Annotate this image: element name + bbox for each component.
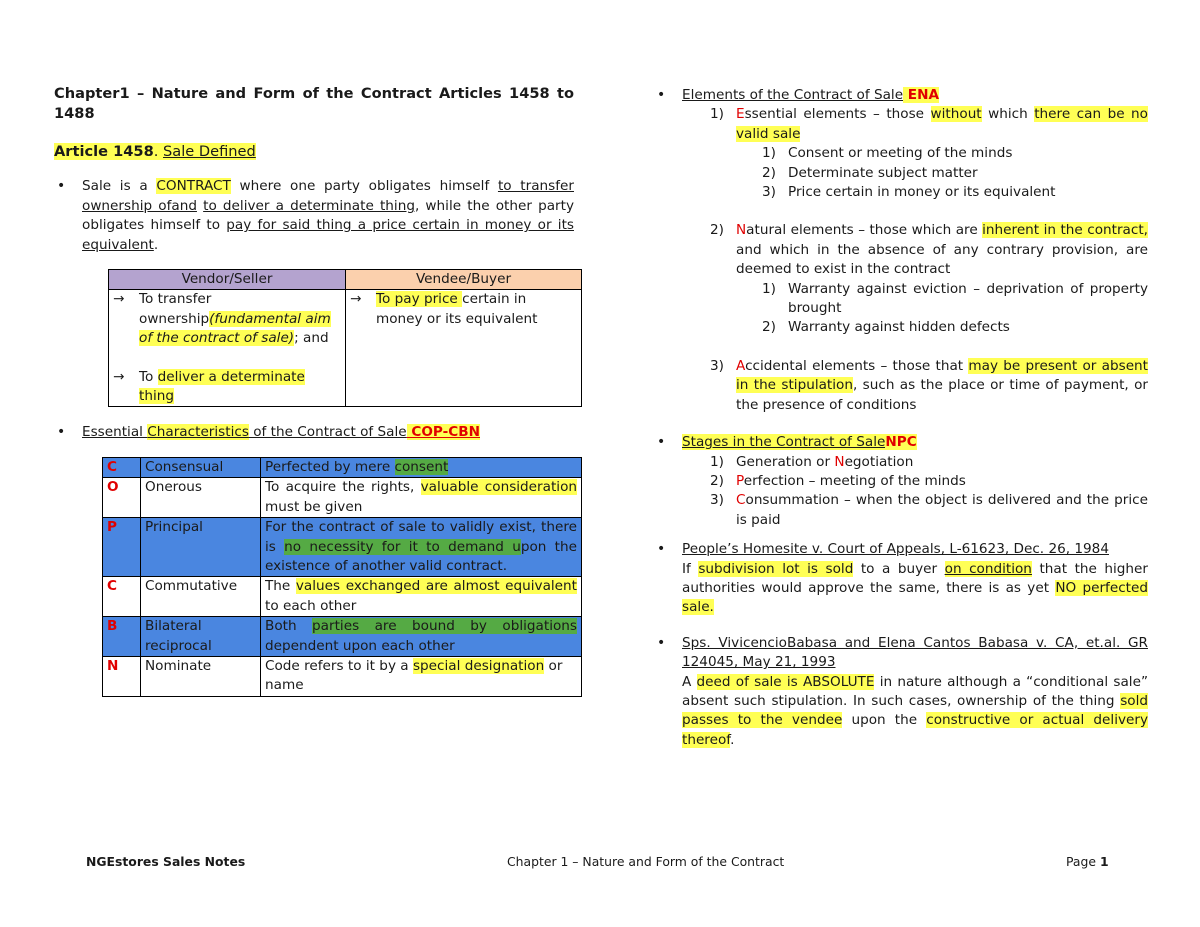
vendor-header: Vendor/Seller xyxy=(109,270,346,290)
table-row: N Nominate Code refers to it by a special designation or name xyxy=(103,656,582,696)
vendor-obligation-1: → To transfer ownership(fundamental aim of the contract of sale); and xyxy=(113,291,331,347)
ena-code: ENA xyxy=(903,87,939,103)
characteristics-bullet: • Essential Characteristics of the Contract of Sale COP-CBN xyxy=(54,423,574,442)
footer-center: Chapter 1 – Nature and Form of the Contract xyxy=(507,854,785,869)
list-item: 2) Warranty against hidden defects xyxy=(762,319,1010,336)
vendee-obligation-1: → To pay price certain in money or its equivalent xyxy=(350,291,538,327)
footer-left: NGEstores Sales Notes xyxy=(86,854,246,869)
vendor-vendee-table xyxy=(108,269,582,407)
elements-list xyxy=(654,105,1148,415)
list-item: 2) Determinate subject matter xyxy=(762,164,978,181)
case-babasa: • Sps. VivicencioBabasa and Elena Cantos Babasa v. CA, et.al. GR 124045, May 21, 1993 A deed of sale is ABSOLUTE in nature although a “conditional sale” absent such stipulation. In such cases, ownership of the thing sold passes to the vendee upon the constructive or actual delivery thereof. xyxy=(654,634,1148,750)
vendor-obligation-2: → To deliver a determinate thing xyxy=(113,368,305,405)
table-row: B Bilateral reciprocal Both parties are bound by obligations dependent upon each other xyxy=(103,617,582,657)
accidental-elements: 3) Accidental elements – those that may be present or absent in the stipulation, such as the place or time of payment, or the presence of conditions xyxy=(710,357,1148,413)
article-number: Article 1458 xyxy=(54,143,154,160)
article-heading: Article 1458. Sale Defined xyxy=(54,143,256,160)
list-item: 1) Consent or meeting of the minds xyxy=(762,145,1013,162)
arrow-icon: → xyxy=(113,291,125,308)
natural-elements: 2) Natural elements – those which are inherent in the contract, and which in the absence of any contrary provision, are deemed to exist in the contract 1) Warranty against eviction – deprivation of property brought 2) Warranty against hidden defects xyxy=(710,221,1148,337)
npc-code: NPC xyxy=(885,434,917,451)
list-item: 3) Price certain in money or its equivalent xyxy=(762,184,1056,201)
right-column xyxy=(654,86,1148,750)
footer-page: Page 1 xyxy=(1066,854,1109,869)
vendee-obligations xyxy=(346,290,582,407)
list-item: 1) Generation or Negotiation xyxy=(710,453,914,470)
essential-elements: 1) Essential elements – those without which there can be no valid sale 1) Consent or meeting of the minds 2) Determinate subject matter 3) Price certain in money or its equivalent xyxy=(710,105,1148,202)
table-row: C Commutative The values exchanged are almost equivalent to each other xyxy=(103,577,582,617)
case-title: • Sps. VivicencioBabasa and Elena Cantos Babasa v. CA, et.al. GR 124045, May 21, 1993 xyxy=(682,634,1148,671)
list-item: 1) Warranty against eviction – deprivation of property brought xyxy=(762,280,1148,317)
contract-highlight: CONTRACT xyxy=(156,178,231,195)
cop-cbn-code: COP-CBN xyxy=(406,424,480,441)
page-number: 1 xyxy=(1099,854,1109,869)
chapter-title: Chapter1 – Nature and Form of the Contract Articles 1458 to 1488 xyxy=(54,85,574,122)
list-item: 2) Perfection – meeting of the minds xyxy=(710,472,966,489)
case-peoples-homesite: • People’s Homesite v. Court of Appeals, L-61623, Dec. 26, 1984 If subdivision lot is sold to a buyer on condition that the higher authorities would approve the same, there is as yet NO perfected sale. xyxy=(654,540,1148,618)
vendee-header: Vendee/Buyer xyxy=(346,270,582,290)
characteristics-table xyxy=(102,457,582,697)
sale-definition-bullet: • Sale is a CONTRACT where one party obligates himself to transfer ownership ofand to deliver a determinate thing, while the other party obligates himself to pay for said thing a price certain in money or its equivalent. xyxy=(54,177,574,255)
vendor-obligations xyxy=(109,290,346,407)
left-column xyxy=(54,84,578,697)
stages-heading: • Stages in the Contract of SaleNPC xyxy=(654,433,1148,452)
case-title: • People’s Homesite v. Court of Appeals, L-61623, Dec. 26, 1984 xyxy=(682,541,1109,558)
article-title: Sale Defined xyxy=(163,143,256,160)
table-row: O Onerous To acquire the rights, valuable consideration must be given xyxy=(103,478,582,518)
elements-heading: • Elements of the Contract of Sale ENA xyxy=(654,86,1148,105)
table-row: P Principal For the contract of sale to validly exist, there is no necessity for it to demand upon the existence of another valid contract. xyxy=(103,518,582,577)
arrow-icon: → xyxy=(350,291,362,308)
table-row: C Consensual Perfected by mere consent xyxy=(103,457,582,477)
stages-list xyxy=(654,453,1148,531)
list-item: 3) Consummation – when the object is delivered and the price is paid xyxy=(710,492,1148,528)
arrow-icon: → xyxy=(113,368,125,385)
